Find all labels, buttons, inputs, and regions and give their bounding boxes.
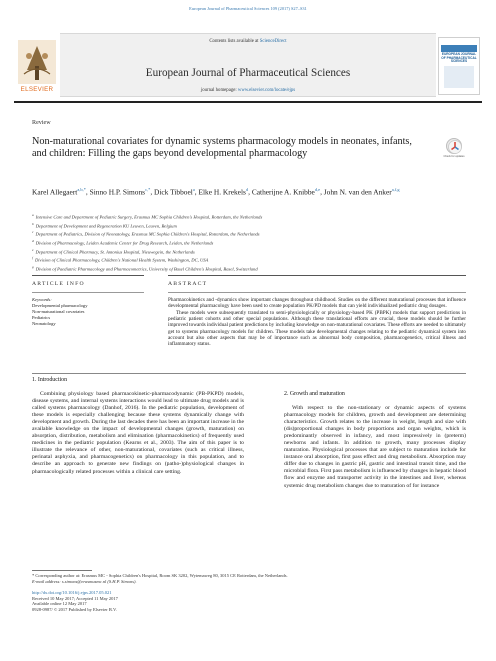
header-rule [14, 101, 482, 103]
affiliation-mark: b [32, 221, 34, 226]
section-title-introduction: 1. Introduction [32, 377, 68, 383]
affiliation-mark: c [32, 230, 34, 235]
doi-link[interactable]: http://dx.doi.org/10.1016/j.ejps.2017.05.021 [32, 590, 112, 595]
publisher-name: ELSEVIER [20, 86, 54, 93]
crossmark-label: Check for updates [443, 155, 465, 158]
affiliation-item [32, 247, 472, 256]
journal-cover-title: EUROPEAN JOURNAL OF PHARMACEUTICAL SCIENCES [441, 52, 477, 64]
author-name: Sinno H.P. Simons [89, 187, 146, 197]
affiliation-text: Division of Clinical Pharmacology, Children's National Health System, Washington, DC, USA [34, 257, 209, 263]
author-affiliation-marks: c,* [145, 187, 151, 192]
author-affiliation-marks: d,e [314, 187, 321, 192]
author-affiliation-marks: a,b,* [77, 187, 86, 192]
author-name: Elke H. Krekels [198, 187, 246, 197]
footnote-rule [32, 570, 92, 571]
introduction-paragraph: Combining physiology based pharmacokinetic-pharmacodynamic (PB-PKPD) models, disease systems, and internal systems interactions would lead to ultimate drug models and is called systems pharmacology (Danhof, 2016). In the pediatric population, development of these models is especially challenging because these systems dynamically change with development and growth. During the last decades there has been an important increase in the available knowledge on the impact of developmental changes (growth, maturation) on absorption, distribution, metabolism and elimination (pharmacokinetics) of frequently used medicines in the pediatric population (Kearns et al., 2003). The aim of this paper is to illustrate the relevance of other, non-maturational, covariates (such as critical illness, perinatal asphyxia, and pharmacogenetics) on pharmacology in this population, and to describe an approach to generate new findings on (patho-)physiological changes in pharmacologically related processes within a clinical care setting. [32, 391, 244, 475]
article-info-heading: ARTICLE INFO [32, 281, 85, 287]
keywords-label: Keywords: [32, 297, 52, 302]
affiliation-text: Intensive Care and Department of Pediatric Surgery, Erasmus MC Sophia Children's Hospital, Rotterdam, the Netherlands [35, 214, 263, 220]
author-list: Karel Allegaert$^{a,b,*}$, Sinno H.P. Simons$^{c,*}$, Dick Tibboel$^a$, Elke H. Krekels$^d$, Catherijne A. Knibbe$^{d,e}$, John N. van den Anker$^{a,f,g}$ [32, 187, 400, 197]
affiliation-text: Division of Pharmacology, Leiden Academic Center for Drug Research, Leiden, the Netherlands [35, 240, 214, 246]
affiliation-item [32, 255, 472, 264]
copyright-line: 0928-0987/ © 2017 Published by Elsevier B.V. [32, 606, 117, 612]
abstract-rule [168, 292, 466, 293]
affiliation-mark: a [32, 213, 34, 217]
available-date: Available online 12 May 2017 [32, 601, 87, 607]
affiliation-item [32, 238, 472, 247]
introduction-body [32, 391, 244, 476]
affiliation-text: Department of Development and Regeneration KU Leuven, Leuven, Belgium [35, 223, 177, 229]
abstract-paragraph: Pharmacokinetics and -dynamics show important changes throughout childhood. Studies on the different maturational processes that influence developmental pharmacology have been used to create population PK/PD models that can yield individualized pediatric drug dosages. [168, 297, 466, 310]
author-name: John N. van den Anker [323, 187, 392, 197]
affiliation-list [32, 212, 472, 272]
affiliation-item [32, 221, 472, 230]
author-name: Catherijne A. Knibbe [251, 187, 315, 197]
article-info-rule [32, 292, 144, 293]
affiliation-mark: d [32, 238, 34, 243]
abstract-rule-top [168, 275, 466, 276]
affiliation-mark: f [32, 256, 33, 261]
abstract-body [168, 297, 466, 348]
keyword: Neonatology [32, 321, 56, 327]
article-title: Non-maturational covariates for dynamic systems pharmacology models in neonates, infants, and children: Filling the gaps beyond developmental pharmacology [32, 136, 412, 160]
abstract-paragraph: These models were subsequently translated to semi-physiologically or physiology-based PK (PBPK) models that support predictions in pediatric patient cohorts and other special populations. Although these translational efforts are crucial, these models should be further improved towards individual patient predictions by including knowledge on non-maturational covariates. These efforts are needed to ultimately get to systems pharmacology models for children. These models take developmental changes relating to the pediatric dynamical system into account but also other aspects that may be of importance such as abnormal body composition, pharmacogenetics, critical illness and inflammatory status. [168, 309, 466, 348]
corresponding-author-note: * Corresponding author at: Erasmus MC - Sophia Children's Hospital, Room SK 3202, Wytemaweg 80, 3015 CE Rotterdam, the Netherlands. [32, 573, 288, 578]
author-name: Dick Tibboel [154, 187, 193, 197]
contents-prefix: Contents lists available at [209, 39, 260, 44]
contents-line [60, 39, 436, 44]
section-title-growth: 2. Growth and maturation [284, 391, 345, 397]
keyword-list [32, 303, 144, 327]
author-affiliation-marks: d [245, 187, 249, 192]
article-info-rule-top [32, 275, 144, 276]
affiliation-mark: e [32, 247, 34, 252]
abstract-end-rule [32, 373, 466, 374]
homepage-link[interactable]: www.elsevier.com/locate/ejps [237, 88, 296, 93]
email-note: E-mail address: s.simons@erasmusmc.nl (S.H.P. Simons). [32, 578, 137, 584]
growth-body [284, 405, 466, 490]
journal-cover-band [441, 45, 477, 52]
growth-paragraph: With respect to the non-stationary or dynamic aspects of systems pharmacology models for children, growth and development are determining characteristics. Growth relates to the increase in weight, length and size with (dis)proportional changes in body proportions and organ weights, which is predominantly observed in infancy, and most impressively in (preterm) newborns and infants. In addition to growth, many processes display maturation. Physiological processes that are subject to maturation include for instance oral absorption, first pass effect and drug metabolism. Absorption may differ due to changes in gastric pH, gastric and intestinal transit time, and the microbial flora. First pass metabolism is influenced by changes in hepatic blood flow and enzyme and transporter activity in the intestines and liver, whereas systemic drug metabolism changes due to maturation of for instance [284, 405, 466, 489]
journal-citation: European Journal of Pharmaceutical Sciences 109 (2017) S27–S31 [189, 6, 307, 11]
author-affiliation-marks: a,f,g [391, 187, 400, 192]
publication-info [32, 590, 332, 612]
affiliation-text: Division of Paediatric Pharmacology and Pharmacometrics, University of Basel Children's Hospital, Basel, Switzerland [35, 266, 258, 272]
keyword: Non-maturational covariates [32, 309, 85, 315]
affiliation-item [32, 229, 472, 238]
article-type: Review [32, 120, 51, 126]
sciencedirect-link[interactable]: ScienceDirect [259, 39, 287, 44]
affiliation-item [32, 212, 472, 221]
received-date: Received 10 May 2017; Accepted 11 May 2017 [32, 595, 118, 601]
elsevier-logo [14, 36, 60, 102]
keyword: Pediatrics [32, 315, 51, 321]
keyword: Developmental pharmacology [32, 303, 88, 309]
journal-cover-image [444, 66, 474, 88]
crossmark-icon[interactable] [446, 138, 462, 154]
affiliation-mark: g [32, 264, 34, 269]
homepage-prefix: journal homepage: [200, 88, 238, 93]
footnotes [32, 573, 472, 584]
author-name: Karel Allegaert [32, 187, 78, 197]
abstract-heading: ABSTRACT [168, 281, 208, 287]
keywords-block [32, 297, 144, 327]
affiliation-text: Department of Pediatrics, Division of Neonatology, Erasmus MC Sophia Children's Hospital, Rotterdam, the Netherlands [35, 231, 260, 237]
author-affiliation-marks: a [192, 187, 195, 192]
homepage-line [60, 88, 436, 93]
journal-title: European Journal of Pharmaceutical Sciences [145, 67, 351, 79]
affiliation-text: Department of Clinical Pharmacy, St. Antonius Hospital, Nieuwegein, the Netherlands [35, 249, 195, 255]
affiliation-item [32, 264, 472, 273]
